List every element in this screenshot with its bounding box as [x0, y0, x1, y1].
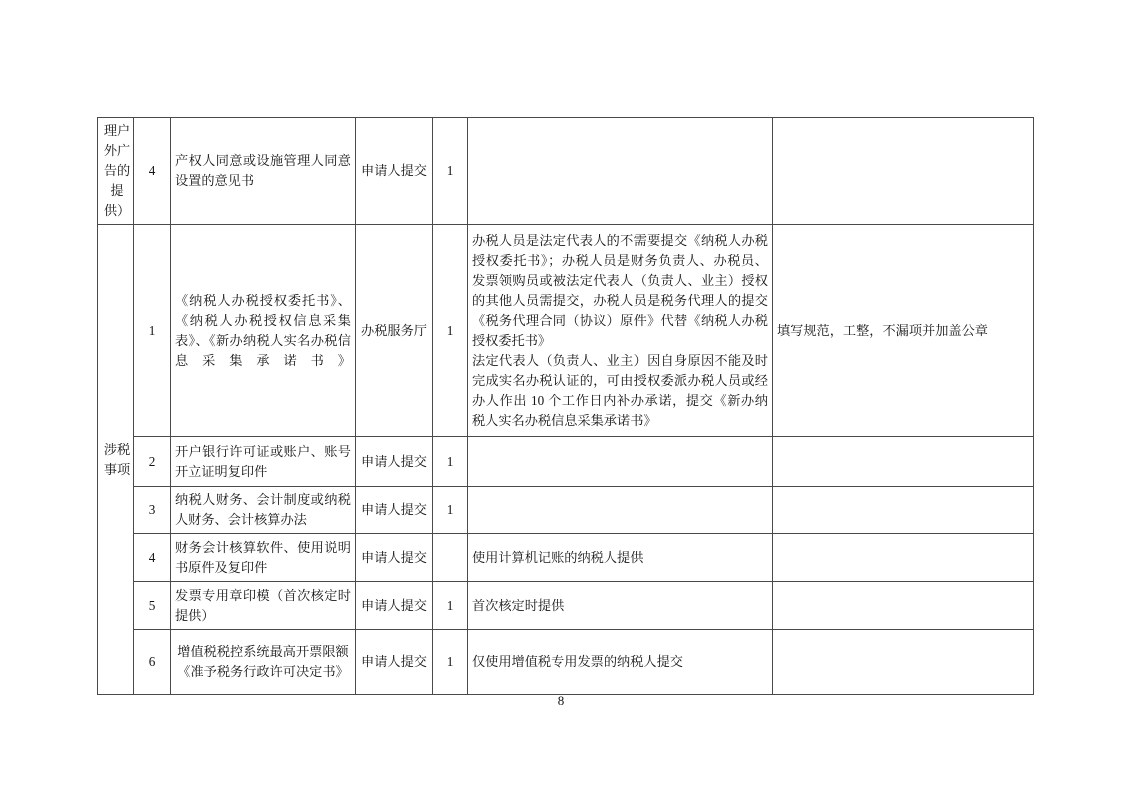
remark-cell: [773, 630, 1034, 695]
note-cell: [468, 437, 773, 487]
remark-cell: 填写规范，工整，不漏项并加盖公章: [773, 225, 1034, 437]
category-label: 理户外广告的提供）: [103, 123, 131, 219]
table-row: [98, 630, 1034, 695]
note-cell: 使用计算机记账的纳税人提供: [468, 534, 773, 582]
row-index-cell: 6: [134, 630, 171, 695]
requirements-table: [97, 117, 1034, 695]
table-row: [98, 534, 1034, 582]
quantity-cell: 1: [433, 487, 468, 534]
row-category-cell: [98, 118, 134, 225]
note-paragraph: 办税人员是法定代表人的不需要提交《纳税人办税授权委托书》；办税人员是财务负责人、办税员、发票领购员或被法定代表人（负责人、业主）授权的其他人员需提交，办税人员是税务代理人的提交《税务代理合同（协议）原件》代替《纳税人办税授权委托书》: [472, 232, 768, 348]
table-row: [98, 225, 1034, 437]
material-name-cell: 开户银行许可证或账户、账号开立证明复印件: [171, 437, 356, 487]
remark-cell: [773, 437, 1034, 487]
remark-cell: [773, 487, 1034, 534]
quantity-cell: 1: [433, 118, 468, 225]
note-cell: 首次核定时提供: [468, 582, 773, 630]
row-index-cell: 4: [134, 534, 171, 582]
provider-cell: 申请人提交: [356, 118, 433, 225]
page-number: 8: [557, 693, 565, 708]
note-cell: [468, 487, 773, 534]
table-row: [98, 487, 1034, 534]
note-cell: [468, 225, 773, 437]
quantity-cell: 1: [433, 225, 468, 437]
material-name-cell: 发票专用章印模（首次核定时提供）: [171, 582, 356, 630]
row-index-cell: 5: [134, 582, 171, 630]
note-paragraph: 法定代表人（负责人、业主）因自身原因不能及时完成实名办税认证的，可由授权委派办税人员或经办人作出 10 个工作日内补办承诺，提交《新办纳税人实名办税信息采集承诺书》: [472, 352, 768, 429]
table-row: [98, 437, 1034, 487]
table-row: [98, 582, 1034, 630]
remark-cell: [773, 118, 1034, 225]
material-name-cell: 财务会计核算软件、使用说明书原件及复印件: [171, 534, 356, 582]
quantity-cell: 1: [433, 437, 468, 487]
remark-cell: [773, 582, 1034, 630]
provider-cell: 申请人提交: [356, 534, 433, 582]
row-index-cell: 3: [134, 487, 171, 534]
provider-cell: 办税服务厅: [356, 225, 433, 437]
quantity-cell: 1: [433, 630, 468, 695]
provider-cell: 申请人提交: [356, 487, 433, 534]
provider-cell: 申请人提交: [356, 437, 433, 487]
row-index-cell: 4: [134, 118, 171, 225]
remark-cell: [773, 534, 1034, 582]
note-cell: [468, 118, 773, 225]
row-index-cell: 2: [134, 437, 171, 487]
provider-cell: 申请人提交: [356, 630, 433, 695]
material-name-cell: 增值税税控系统最高开票限额《准予税务行政许可决定书》: [171, 630, 356, 695]
row-index-cell: 1: [134, 225, 171, 437]
material-name-cell: 产权人同意或设施管理人同意设置的意见书: [171, 118, 356, 225]
row-category-cell: [98, 225, 134, 695]
material-name-cell: 纳税人财务、会计制度或纳税人财务、会计核算办法: [171, 487, 356, 534]
provider-cell: 申请人提交: [356, 582, 433, 630]
category-label: 涉税事项: [103, 441, 131, 477]
quantity-cell: [433, 534, 468, 582]
material-name-cell: 《纳税人办税授权委托书》、《纳税人办税授权信息采集表》、《新办纳税人实名办税信息采集承诺书》: [171, 225, 356, 437]
quantity-cell: 1: [433, 582, 468, 630]
table-row: [98, 118, 1034, 225]
note-cell: 仅使用增值税专用发票的纳税人提交: [468, 630, 773, 695]
